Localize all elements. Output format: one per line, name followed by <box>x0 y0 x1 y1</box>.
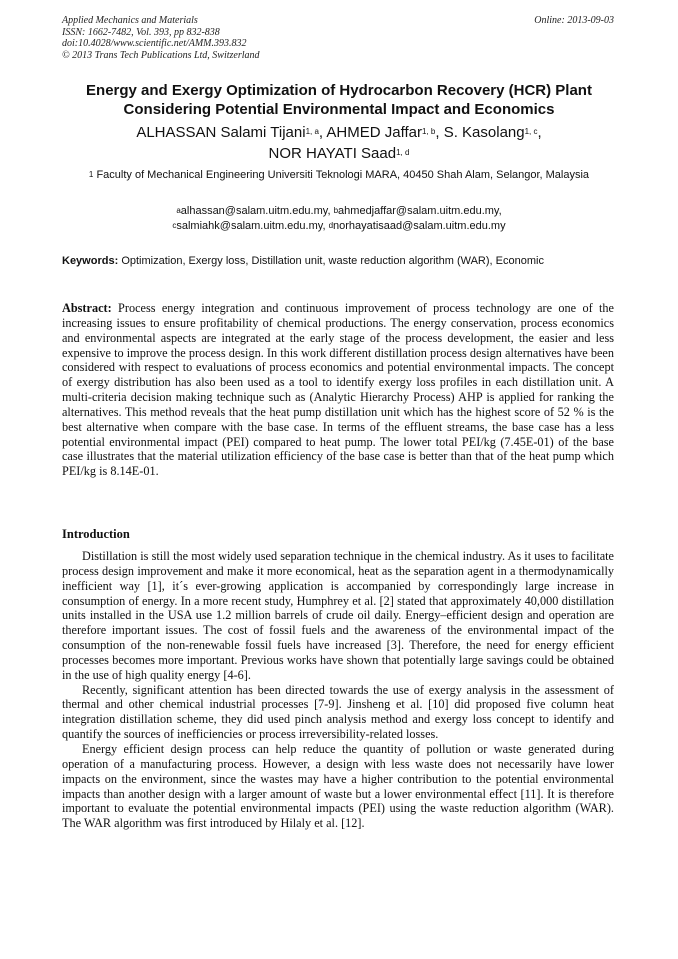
journal-header <box>62 15 260 61</box>
author-list <box>50 122 628 164</box>
email-superscript: c <box>172 221 177 230</box>
journal-name: Applied Mechanics and Materials <box>62 15 198 26</box>
email-link[interactable]: norhayatisaad@salam.uitm.edu.my <box>333 220 506 232</box>
email-superscript: d <box>328 221 334 230</box>
email-link[interactable]: ahmedjaffar@salam.uitm.edu.my <box>338 205 499 217</box>
author-separator: , <box>537 124 542 141</box>
paper-title <box>50 81 628 119</box>
paragraph: Recently, significant attention has been directed towards the use of exergy analysis in the assessment of thermal and other chemical industrial processes [7-9]. Jinsheng et al. [10] did proposed five column heat integration distillation scheme, they did used pinch analysis method and exergy loss concept to identify and quantify the sources of inefficiencies or process irreversibility-related losses. <box>62 682 614 742</box>
author-name: S. Kasolang <box>443 124 525 141</box>
author-name: ALHASSAN Salami Tijani <box>136 124 306 141</box>
email-link[interactable]: salmiahk@salam.uitm.edu.my <box>176 220 323 232</box>
affiliation <box>62 168 616 183</box>
keywords-block <box>62 254 614 269</box>
author-separator: , <box>435 124 444 141</box>
author-superscript: 1, c <box>524 127 538 136</box>
title-line-1: Energy and Exergy Optimization of Hydrocarbon Recovery (HCR) Plant <box>86 82 592 99</box>
doi-link[interactable]: doi:10.4028/www.scientific.net/AMM.393.832 <box>62 38 247 49</box>
journal-issn: ISSN: 1662-7482, Vol. 393, pp 832-838 <box>62 26 220 38</box>
author-separator: , <box>318 124 327 141</box>
affiliation-superscript: 1 <box>88 170 94 179</box>
abstract-block <box>62 301 614 479</box>
title-line-2: Considering Potential Environmental Impact and Economics <box>123 101 555 118</box>
email-separator: , <box>322 220 329 232</box>
copyright-notice: © 2013 Trans Tech Publications Ltd, Switzerland <box>62 49 260 61</box>
paragraph: Distillation is still the most widely used separation technique in the chemical industry. As it uses to facilitate process design improvement and make it more economical, heat as the separation agent in a thermodynamically inefficient way [1], it´s ever-growing application is accompanied by correspondingly large increase in consumption of energy. In a more recent study, Humphrey et al. [2] stated that approximately 40,000 distillation units installed in the USA use 1.2 million barrels of crude oil daily. Energy–efficient design and operation are therefore important issues. The cost of fossil fuels and the awareness of the environmental impact of the consumption of the non-renewable fossil fuels have increased [3]. Therefore, the need for energy efficient processes becomes more important. Previous works have shown that potentially large savings could be obtained in the use of high quality energy [4-6]. <box>62 549 614 682</box>
introduction-body <box>62 549 614 831</box>
email-superscript: b <box>333 206 339 215</box>
email-separator: , <box>327 205 334 217</box>
author-superscript: 1, d <box>396 148 410 157</box>
section-heading-introduction: Introduction <box>62 527 130 541</box>
email-separator: , <box>498 205 502 217</box>
author-name: AHMED Jaffar <box>326 124 423 141</box>
author-superscript: 1, a <box>305 127 319 136</box>
email-link[interactable]: alhassan@salam.uitm.edu.my <box>180 205 328 217</box>
abstract-label: Abstract: <box>62 301 112 315</box>
keywords-label: Keywords: <box>62 255 119 267</box>
online-date: Online: 2013-09-03 <box>534 15 614 26</box>
author-superscript: 1, b <box>422 127 436 136</box>
email-superscript: a <box>176 206 181 215</box>
author-name: NOR HAYATI Saad <box>268 145 397 162</box>
email-list <box>62 204 616 234</box>
affiliation-text: Faculty of Mechanical Engineering Universiti Teknologi MARA, 40450 Shah Alam, Selangor, Malaysia <box>96 169 590 181</box>
keywords-text: Optimization, Exergy loss, Distillation unit, waste reduction algorithm (WAR), Economic <box>121 255 544 267</box>
paragraph: Energy efficient design process can help reduce the quantity of pollution or waste generated during operation of a manufacturing process. However, a design with less waste does not necessarily have lower impacts on the environment, since the wastes may have a higher contribution to the potential environmental impacts than another design with a larger amount of waste but a lower environmental effect [11]. It is therefore important to evaluate the potential environmental impacts (PEI) using the waste reduction algorithm (WAR). The WAR algorithm was first introduced by Hilaly et al. [12]. <box>62 741 614 831</box>
abstract-text: Process energy integration and continuous improvement of process technology are one of the increasing issues to ensure profitability of chemical productions. The energy conservation, process economics and environmental aspects are integrated at the early stage of the process development, the easier and less expensive to improve the process design. In this work different distillation process design alternatives have been considered with respect to evaluations of process economics and potential environmental impacts. The concept of exergy distribution has also been used as a tool to identify exergy loss profiles in each distillation unit. A multi-criteria decision making technique such as (Analytic Hierarchy Process) AHP is applied for ranking the alternatives. This method reveals that the heat pump distillation unit which has the highest score of 52 % is the best alternative when compare with the base case. In terms of the effluent streams, the base case has a less potential environmental impact (PEI) compared to heat pump. The lower total PEI/kg (7.45E-01) of the base case illustrates that the material utilization efficiency of the base case is better than that of the heat pump which PEI/kg is 8.14E-01. <box>62 301 614 479</box>
